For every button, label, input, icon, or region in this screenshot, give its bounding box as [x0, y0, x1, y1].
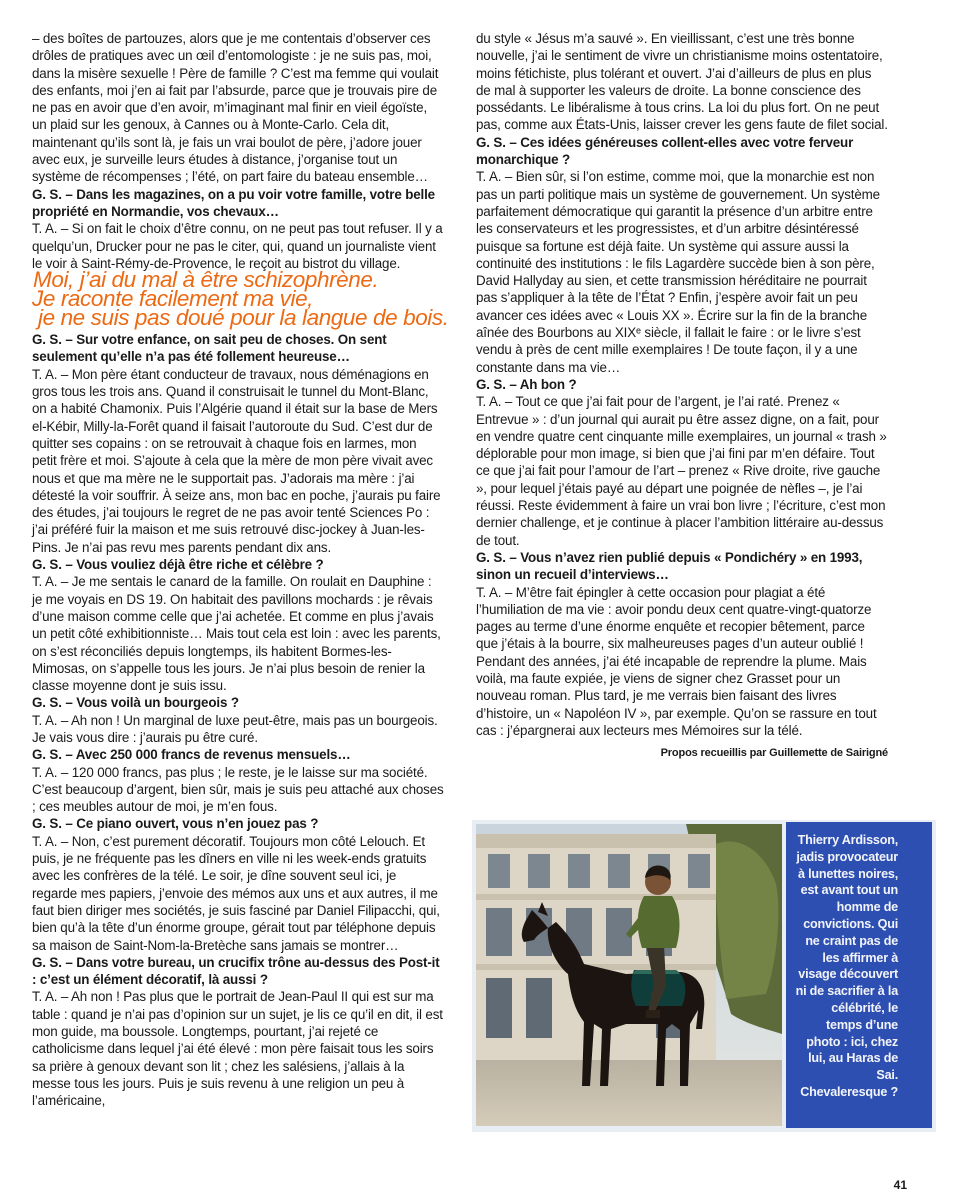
question: G. S. – Dans les magazines, on a pu voir votre famille, votre belle propriété en Normandie, vos chevaux… — [32, 186, 435, 219]
paragraph: T. A. – Ah non ! Pas plus que le portrait de Jean-Paul II qui est sur ma table : quand je n’ai pas d’opinion sur un sujet, je lis ce qu’il en dit, il est mon guide, ma boussole. Longtemps, pourtant, j’ai rejeté ce catholicisme dans lequel j’ai été élevé : mon père faisait tous les soirs sa prière à genoux devant son lit ; chez les salésiens, j’allais à la messe tous les jours. Puis je suis revenu à une religion un peu à l’américaine, — [32, 989, 443, 1109]
left-column — [32, 30, 449, 1110]
question: G. S. – Sur votre enfance, on sait peu de choses. On sent seulement qu’elle n’a pas été follement heureuse… — [32, 332, 387, 365]
paragraph: du style « Jésus m’a sauvé ». En vieillissant, c’est une très bonne nouvelle, j’ai le sentiment de vivre un christianisme moins ostentatoire, moins fétichiste, plus tolérant et ouvert. J’ai d’ailleurs de plus en plus de mal à supporter les valeurs de droite. La bonne conscience des possédants. Le libéralisme à tous crins. La loi du plus fort. On ne peut pas, comme aux États-Unis, laisser crever les gens faute de filet social. — [476, 31, 888, 133]
question: G. S. – Ce piano ouvert, vous n’en jouez pas ? — [32, 816, 319, 832]
paragraph: T. A. – Tout ce que j’ai fait pour de l’argent, je l’ai raté. Prenez « Entrevue » : d’un journal qui aurait pu être assez digne, on a fait, pour en vendre quatre cent cinquante mille exemplaires, un journal « trash » déplorable pour mon image, si bien que j’ai fini par m’en défaire. Tout ce que j’ai fait pour l’amour de l’art – prenez « Rive droite, rive gauche », pour lequel j’étais payé au départ une poignée de nèfles –, je l’ai réussi. Reste évidemment à faire un vrai bon livre ; l’écriture, c’est mon dernier challenge, et je continue à placer l’ambition littéraire au-dessus de tout. — [476, 394, 887, 548]
question: G. S. – Vous vouliez déjà être riche et célèbre ? — [32, 557, 324, 573]
right-column — [476, 30, 888, 762]
page-number: 41 — [893, 1178, 907, 1192]
pull-quote — [32, 267, 449, 331]
paragraph: T. A. – M’être fait épingler à cette occasion pour plagiat a été l’humiliation de ma vie : avoir pondu deux cent quatre-vingt-quatorze pages au terme d’une énorme enquête et recopier bêtement, parce que j’étais à la bourre, six malheureuses pages d’un auteur oublié ! Pendant des années, j’ai été incapable de reprendre la plume. Mais voilà, ma faute expiée, je viens de signer chez Grasset pour un nouveau roman. Plus tard, je me verrais bien faisant des livres d’histoire, un « Napoléon IV », par exemple. Qu’on se rassure en tout cas : j’épargnerai aux lecteurs mes Mémoires sur la télé. — [476, 584, 877, 738]
paragraph: T. A. – Ah non ! Un marginal de luxe peut-être, mais pas un bourgeois. Je vais vous dire : j’aurais pu être curé. — [32, 712, 438, 745]
question: G. S. – Ces idées généreuses collent-elles avec votre ferveur monarchique ? — [476, 134, 854, 168]
pull-quote-line: Je raconte facilement ma vie, — [32, 286, 314, 312]
question: G. S. – Ah bon ? — [476, 376, 577, 392]
paragraph: T. A. – Je me sentais le canard de la famille. On roulait en Dauphine : je me voyais en DS 19. On habitait des pavillons mochards : je rêvais d’une maison comme celle que j’ai achetée. Et comme en plus j’avais un petit côté exhibitionniste… Mais tout cela est loin : avec les parents, on s’est réconciliés depuis longtemps, ils habitent Bormes-les-Mimosas, on s’appelle tous les jours. Je n’ai plus besoin de renier la classe moyenne dont je suis issu. — [32, 574, 441, 694]
pull-quote-line: Moi, j’ai du mal à être schizophrène. — [33, 267, 379, 293]
question: G. S. – Avec 250 000 francs de revenus mensuels… — [32, 747, 351, 763]
question: G. S. – Vous voilà un bourgeois ? — [32, 695, 239, 711]
pull-quote-line: je ne suis pas doué pour la langue de bois. — [38, 305, 449, 331]
paragraph: T. A. – Non, c’est purement décoratif. Toujours mon côté Lelouch. Et puis, je ne fréquente pas les dîners en ville ni les week-ends gratuits avec les confrères de la télé. Le soir, je dîne souvent seul ici, je regarde mes papiers, j’envoie des mémos aux uns et aux autres, il me faut bien diriger mes sociétés, je suis fasciné par Daniel Filipacchi, qui, bien qu’à la tête d’un énorme groupe, gérait tout par téléphone depuis sa maison de Saint-Nom-la-Bretèche sans jamais se montrer… — [32, 833, 440, 953]
interview-credit: Propos recueillis par Guillemette de Sairigné — [660, 747, 888, 760]
question: G. S. – Vous n’avez rien publié depuis « Pondichéry » en 1993, sinon un recueil d’interviews… — [476, 549, 863, 583]
photo-caption: Thierry Ardisson, jadis provocateur à lunettes noires, est avant tout un homme de convictions. Qui ne craint pas de les affirmer à visage découvert ni de sacrifier à la célébrité, le temps d’une photo : ici, chez lui, au Haras de Sai. Chevaleresque ? — [795, 833, 898, 1099]
paragraph: T. A. – Bien sûr, si l’on estime, comme moi, que la monarchie est non pas un parti politique mais un système de gouvernement. Un système parfaitement démocratique qui garantit la présence d’un arbitre entre les conservateurs et les progressistes, et d’un arbitre désintéressé puisque sa fortune est déjà faite. Un système qui assure aussi la continuité des institutions : le fils Lagardère succède bien à son père, David Hallyday au sien, et cette transmission héréditaire ne pourrait pas s’appliquer à la tête de l’État ? Enfin, j’espère avoir fait un peu avancer ces idées avec « Louis XX ». Écrire sur la fin de la branche aînée des Bourbons au XIXᵉ siècle, il fallait le faire : or le livre s’est vendu à près de cent mille exemplaires ! De toute façon, il y a une constante dans ma vie… — [476, 169, 880, 375]
photo-block — [472, 820, 936, 1132]
question: G. S. – Dans votre bureau, un crucifix trône au-dessus des Post-it : c’est un élément décoratif, là aussi ? — [32, 954, 440, 988]
paragraph: T. A. – 120 000 francs, pas plus ; le reste, je le laisse sur ma société. C’est beaucoup d’argent, bien sûr, mais je suis peu attaché aux choses ; ces meubles autour de moi, je m’en fous. — [32, 764, 444, 815]
paragraph: – des boîtes de partouzes, alors que je me contentais d’observer ces drôles de pratiques avec un œil d’entomologiste : je ne suis pas, moi, dans la misère sexuelle ! Père de famille ? C’est ma femme qui voulait des enfants, moi j’en ai fait par l’absurde, parce que je trouvais pire de ne pas en avoir que d’en avoir, m’imaginant mal finir en vieil égoïste, un plaid sur les genoux, à Cannes ou à Monte-Carlo. Cela dit, maintenant qu’ils sont là, je fais un vrai boulot de père, j’adore jouer avec eux, je surveille leurs études à distance, j’organise tout un système de récompenses ; l’été, on part faire du bateau ensemble… — [32, 31, 439, 185]
paragraph: T. A. – Si on fait le choix d’être connu, on ne peut pas tout refuser. Il y a quelqu’un, Drucker pour ne pas le citer, qui, quand un journaliste vient le voir à Saint-Rémy-de-Provence, le reçoit au bistrot du village. — [32, 221, 443, 271]
paragraph: T. A. – Mon père étant conducteur de travaux, nous déménagions en gros tous les trois ans. Quand il construisait le tunnel du Mont-Blanc, on a habité Chamonix. Puis l’Algérie quand il était sur la base de Mers el-Kébir, Milly-la-Forêt quand il faisait l’autoroute du Sud. C’est dur de quitter ses copains : on se retrouvait à chaque fois en larmes, mon petit frère et moi. S’ajoute à cela que la mère de mon père vivait avec nous et que ma mère ne le supportait pas. J’adorais ma mère : j’ai détesté la voir souffrir. À seize ans, mon bac en poche, j’aurais pu faire des études, j’ai toujours le regret de ne pas avoir tenté Sciences Po : j’ai préféré fuir la maison et me suis retrouvé disc-jockey à Juan-les-Pins. Je n’ai pas revu mes parents pendant dix ans. — [32, 366, 441, 555]
photo-horse-rider — [476, 824, 782, 1126]
photo-caption-box — [786, 822, 932, 1128]
photo-illustration — [476, 824, 782, 1126]
